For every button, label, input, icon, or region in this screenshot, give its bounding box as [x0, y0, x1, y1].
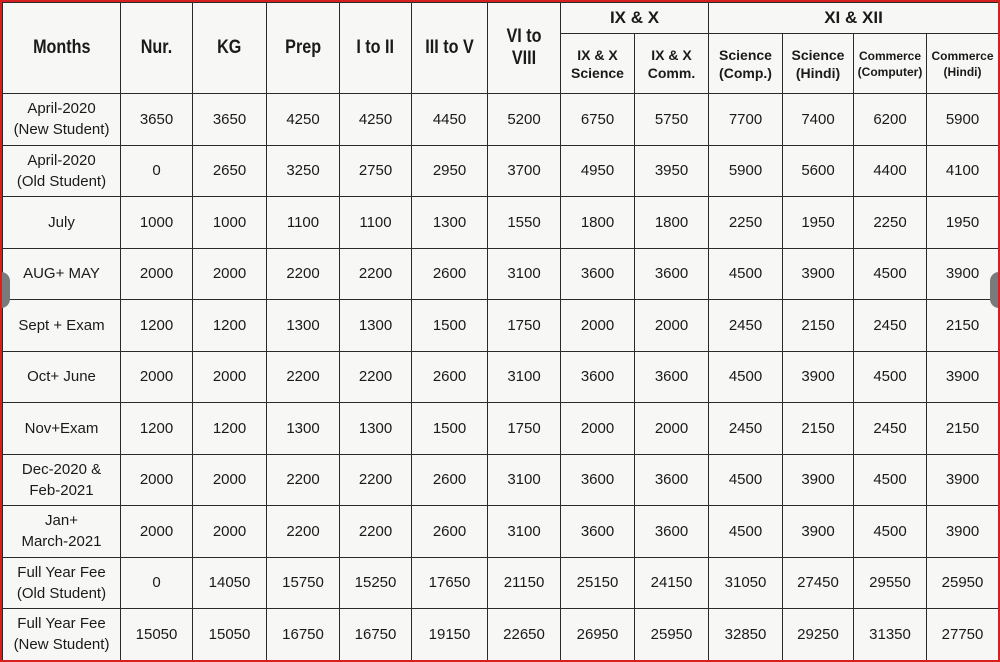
header-row-1 — [3, 3, 999, 34]
fee-cell: 2150 — [927, 300, 999, 352]
fee-cell: 2000 — [561, 300, 635, 352]
fee-cell: 2150 — [783, 403, 854, 455]
table-row — [3, 557, 999, 609]
fee-cell: 1100 — [340, 197, 412, 249]
col-header-ix-commerce: IX & X Comm. — [635, 34, 709, 94]
table-row — [3, 506, 999, 558]
row-label: Full Year Fee (New Student) — [3, 609, 121, 661]
fee-cell: 3600 — [635, 454, 709, 506]
col-header-iii-v: III to V — [412, 3, 488, 94]
row-label: Jan+ March-2021 — [3, 506, 121, 558]
fee-cell: 16750 — [340, 609, 412, 661]
fee-cell: 2200 — [340, 351, 412, 403]
fee-cell: 24150 — [635, 557, 709, 609]
fee-cell: 4250 — [267, 94, 340, 146]
col-header-xi-science-comp: Science (Comp.) — [709, 34, 783, 94]
fee-cell: 1200 — [121, 403, 193, 455]
fee-cell: 2000 — [635, 300, 709, 352]
fee-cell: 1750 — [488, 403, 561, 455]
fee-cell: 1200 — [193, 403, 267, 455]
fee-cell: 4500 — [709, 351, 783, 403]
fee-cell: 1800 — [561, 197, 635, 249]
fee-cell: 3700 — [488, 145, 561, 197]
fee-cell: 2200 — [340, 248, 412, 300]
fee-cell: 3100 — [488, 506, 561, 558]
col-header-prep: Prep — [267, 3, 340, 94]
fee-cell: 27750 — [927, 609, 999, 661]
table-row — [3, 351, 999, 403]
col-header-xi-commerce-hindi: Commerce (Hindi) — [927, 34, 999, 94]
fee-cell: 25950 — [927, 557, 999, 609]
fee-cell: 4500 — [854, 351, 927, 403]
table-row — [3, 94, 999, 146]
fee-cell: 2450 — [709, 403, 783, 455]
fee-cell: 2000 — [635, 403, 709, 455]
fee-cell: 5200 — [488, 94, 561, 146]
fee-table-body — [3, 94, 999, 661]
col-header-kg: KG — [193, 3, 267, 94]
fee-cell: 3900 — [927, 248, 999, 300]
fee-cell: 1750 — [488, 300, 561, 352]
row-label: Nov+Exam — [3, 403, 121, 455]
fee-cell: 15250 — [340, 557, 412, 609]
fee-cell: 2250 — [709, 197, 783, 249]
fee-cell: 2650 — [193, 145, 267, 197]
row-label: AUG+ MAY — [3, 248, 121, 300]
fee-cell: 2150 — [783, 300, 854, 352]
fee-cell: 1000 — [193, 197, 267, 249]
fee-cell: 15050 — [121, 609, 193, 661]
fee-cell: 2000 — [193, 351, 267, 403]
fee-cell: 31050 — [709, 557, 783, 609]
fee-cell: 2950 — [412, 145, 488, 197]
fee-cell: 2000 — [121, 454, 193, 506]
fee-cell: 1500 — [412, 300, 488, 352]
fee-cell: 1200 — [193, 300, 267, 352]
fee-cell: 2200 — [267, 351, 340, 403]
row-label: Full Year Fee (Old Student) — [3, 557, 121, 609]
row-label: Oct+ June — [3, 351, 121, 403]
fee-cell: 4500 — [854, 506, 927, 558]
fee-cell: 2200 — [267, 454, 340, 506]
fee-cell: 2000 — [561, 403, 635, 455]
fee-cell: 5900 — [709, 145, 783, 197]
fee-cell: 2450 — [854, 300, 927, 352]
group-header-xi-xii: XI & XII — [709, 3, 999, 34]
fee-cell: 1500 — [412, 403, 488, 455]
fee-cell: 5900 — [927, 94, 999, 146]
fee-cell: 1300 — [267, 403, 340, 455]
fee-cell: 4400 — [854, 145, 927, 197]
fee-cell: 2000 — [121, 248, 193, 300]
fee-cell: 6750 — [561, 94, 635, 146]
fee-cell: 2000 — [193, 506, 267, 558]
col-header-xi-commerce-computer: Commerce (Computer) — [854, 34, 927, 94]
fee-cell: 3600 — [635, 248, 709, 300]
fee-cell: 3600 — [561, 454, 635, 506]
left-scroll-handle[interactable] — [0, 272, 10, 308]
fee-cell: 4500 — [709, 454, 783, 506]
fee-cell: 14050 — [193, 557, 267, 609]
table-row — [3, 403, 999, 455]
row-label: April-2020 (Old Student) — [3, 145, 121, 197]
fee-table — [2, 2, 999, 661]
fee-cell: 1800 — [635, 197, 709, 249]
fee-cell: 1550 — [488, 197, 561, 249]
fee-cell: 3600 — [561, 248, 635, 300]
fee-cell: 19150 — [412, 609, 488, 661]
fee-cell: 3250 — [267, 145, 340, 197]
fee-cell: 3650 — [193, 94, 267, 146]
fee-cell: 2600 — [412, 248, 488, 300]
fee-cell: 0 — [121, 557, 193, 609]
fee-cell: 3900 — [927, 506, 999, 558]
fee-cell: 2200 — [267, 248, 340, 300]
col-header-i-ii: I to II — [340, 3, 412, 94]
fee-cell: 4950 — [561, 145, 635, 197]
fee-cell: 16750 — [267, 609, 340, 661]
fee-cell: 2600 — [412, 454, 488, 506]
fee-cell: 3650 — [121, 94, 193, 146]
fee-cell: 4250 — [340, 94, 412, 146]
fee-cell: 3900 — [783, 351, 854, 403]
fee-cell: 2000 — [193, 248, 267, 300]
fee-cell: 7400 — [783, 94, 854, 146]
fee-cell: 3900 — [783, 248, 854, 300]
fee-cell: 2000 — [121, 351, 193, 403]
fee-cell: 2750 — [340, 145, 412, 197]
fee-cell: 0 — [121, 145, 193, 197]
fee-cell: 2200 — [340, 506, 412, 558]
fee-cell: 3900 — [927, 351, 999, 403]
fee-cell: 3600 — [635, 506, 709, 558]
fee-cell: 22650 — [488, 609, 561, 661]
fee-cell: 4500 — [709, 248, 783, 300]
fee-cell: 4500 — [854, 248, 927, 300]
fee-cell: 2200 — [340, 454, 412, 506]
table-row — [3, 609, 999, 661]
fee-cell: 2000 — [193, 454, 267, 506]
fee-cell: 29550 — [854, 557, 927, 609]
fee-cell: 27450 — [783, 557, 854, 609]
fee-cell: 3600 — [635, 351, 709, 403]
fee-cell: 3900 — [783, 454, 854, 506]
fee-cell: 31350 — [854, 609, 927, 661]
fee-cell: 26950 — [561, 609, 635, 661]
col-header-nur: Nur. — [121, 3, 193, 94]
row-label: Dec-2020 & Feb-2021 — [3, 454, 121, 506]
table-row — [3, 197, 999, 249]
fee-cell: 1300 — [340, 403, 412, 455]
col-header-xi-science-hindi: Science (Hindi) — [783, 34, 854, 94]
fee-cell: 7700 — [709, 94, 783, 146]
col-header-months: Months — [3, 3, 121, 94]
fee-cell: 29250 — [783, 609, 854, 661]
row-label: Sept + Exam — [3, 300, 121, 352]
table-row — [3, 145, 999, 197]
fee-cell: 3100 — [488, 454, 561, 506]
fee-cell: 3600 — [561, 351, 635, 403]
table-row — [3, 300, 999, 352]
col-header-ix-science: IX & X Science — [561, 34, 635, 94]
fee-cell: 3600 — [561, 506, 635, 558]
fee-cell: 1200 — [121, 300, 193, 352]
fee-cell: 1300 — [267, 300, 340, 352]
fee-cell: 17650 — [412, 557, 488, 609]
fee-cell: 2150 — [927, 403, 999, 455]
fee-cell: 15050 — [193, 609, 267, 661]
fee-cell: 2600 — [412, 351, 488, 403]
fee-cell: 1100 — [267, 197, 340, 249]
fee-cell: 2450 — [709, 300, 783, 352]
table-row — [3, 248, 999, 300]
row-label: April-2020 (New Student) — [3, 94, 121, 146]
fee-cell: 1950 — [783, 197, 854, 249]
fee-cell: 2250 — [854, 197, 927, 249]
fee-cell: 3100 — [488, 248, 561, 300]
fee-cell: 6200 — [854, 94, 927, 146]
fee-cell: 4500 — [854, 454, 927, 506]
fee-cell: 4100 — [927, 145, 999, 197]
fee-cell: 2200 — [267, 506, 340, 558]
fee-cell: 21150 — [488, 557, 561, 609]
fee-cell: 3900 — [783, 506, 854, 558]
fee-cell: 4450 — [412, 94, 488, 146]
fee-cell: 1300 — [412, 197, 488, 249]
group-header-ix-x: IX & X — [561, 3, 709, 34]
fee-cell: 25150 — [561, 557, 635, 609]
fee-cell: 2450 — [854, 403, 927, 455]
fee-cell: 15750 — [267, 557, 340, 609]
col-header-vi-viii: VI to VIII — [488, 3, 561, 94]
fee-cell: 25950 — [635, 609, 709, 661]
fee-cell: 1950 — [927, 197, 999, 249]
fee-cell: 4500 — [709, 506, 783, 558]
fee-cell: 2600 — [412, 506, 488, 558]
fee-cell: 2000 — [121, 506, 193, 558]
table-row — [3, 454, 999, 506]
fee-cell: 3100 — [488, 351, 561, 403]
row-label: July — [3, 197, 121, 249]
fee-cell: 1000 — [121, 197, 193, 249]
fee-cell: 3900 — [927, 454, 999, 506]
fee-cell: 1300 — [340, 300, 412, 352]
fee-cell: 3950 — [635, 145, 709, 197]
fee-cell: 5750 — [635, 94, 709, 146]
fee-cell: 32850 — [709, 609, 783, 661]
fee-cell: 5600 — [783, 145, 854, 197]
